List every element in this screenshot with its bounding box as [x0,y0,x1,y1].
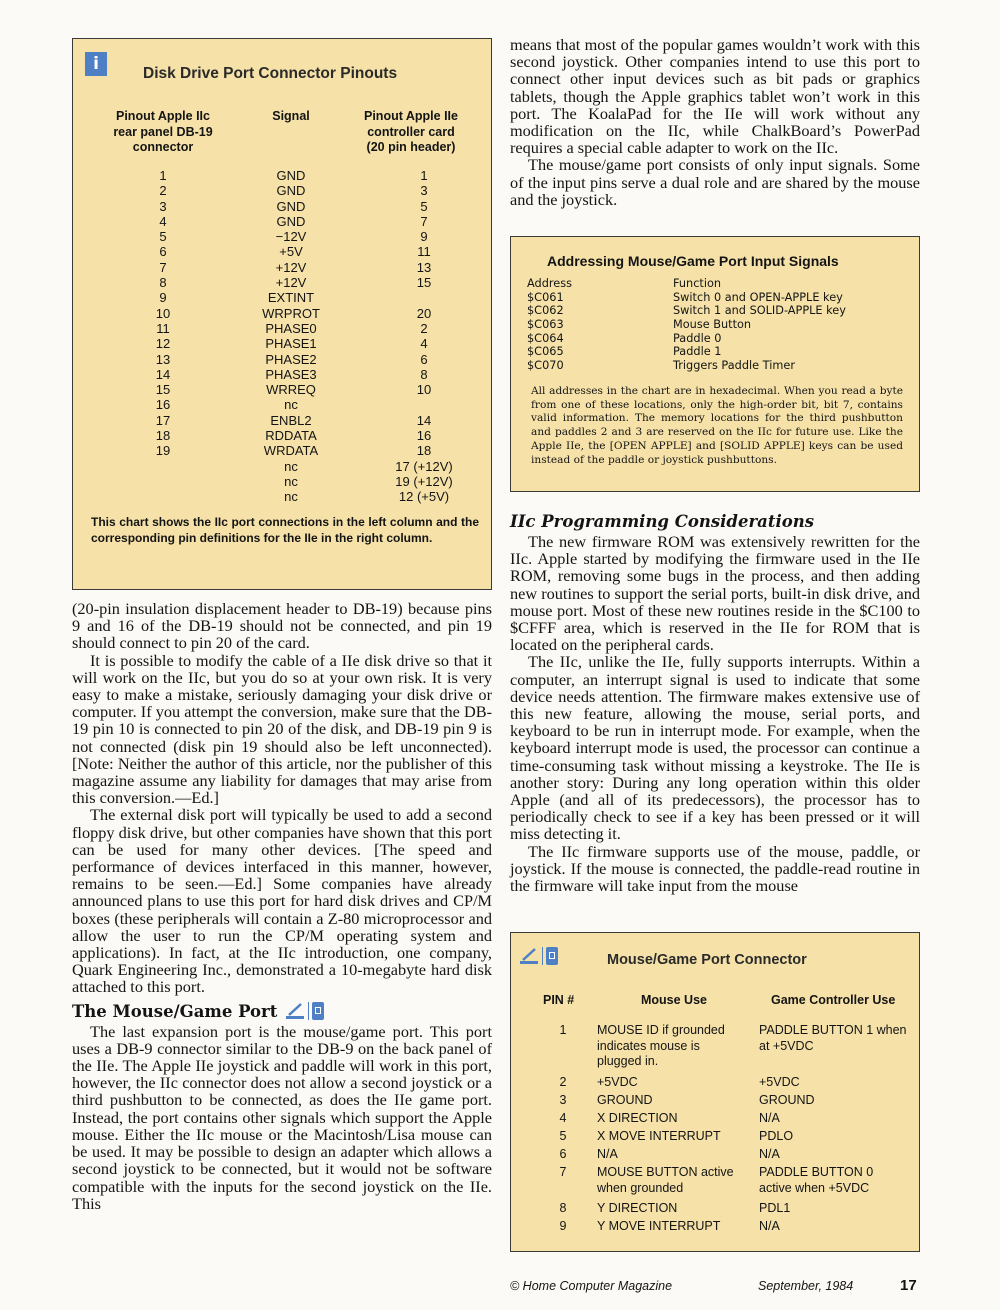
connector-game-use: PADDLE BUTTON 1 when at +5VDC [759,1023,907,1053]
connector-pin: 7 [559,1165,567,1179]
connector-mouse-use: GROUND [597,1093,653,1107]
pinout-signal: PHASE3 [265,366,317,382]
header-signal: Signal [272,109,310,123]
connector-game-use: GROUND [759,1093,815,1107]
pinout-row [73,244,491,259]
pinout-iic-pin: 3 [159,198,167,214]
addressing-table [527,277,907,373]
pinout-signal: EXTINT [267,290,315,306]
addressing-row [527,304,907,318]
pinout-iic-pin: 4 [159,213,167,229]
pinout-signal: PHASE2 [265,351,317,367]
connector-game-use: PDLO [759,1129,794,1143]
header-pin: PIN # [543,993,575,1007]
pinout-iie-pin: 12 (+5V) [398,489,450,505]
pinout-row [73,336,491,351]
connector-mouse-use: X MOVE INTERRUPT [597,1129,721,1143]
pinout-row [73,443,491,458]
address-function: Switch 0 and OPEN-APPLE key [673,290,843,304]
connector-mouse-use: MOUSE ID if grounded indicates mouse is plugged in. [597,1023,725,1068]
pinout-iic-pin: 14 [155,366,171,382]
pinout-row [73,489,491,504]
header-iie-line2: controller card [367,124,455,139]
pinout-iic-pin: 2 [159,183,167,199]
address-value: $C062 [527,304,564,318]
connector-game-use: N/A [759,1219,780,1233]
pinout-iic-pin: 11 [156,320,170,336]
info-icon: i [85,52,107,76]
mouse-connector-title: Mouse/Game Port Connector [607,952,807,968]
footer-publisher: © Home Computer Magazine [510,1279,673,1293]
pinout-iie-pin: 10 [416,382,432,398]
connector-game-use: N/A [759,1111,780,1125]
connector-game-use: +5VDC [759,1075,800,1089]
separator-icon [542,947,543,965]
mouse-connector-box [510,932,920,1252]
disk-pinouts-note: This chart shows the IIc port connections in the left column and the corresponding pin definitions for the IIe in the right column. [91,515,479,545]
pinout-iie-pin: 4 [420,336,428,352]
connector-game-use: PADDLE BUTTON 0 active when +5VDC [759,1165,874,1195]
programming-heading: IIc Programming Considerations [510,512,815,531]
pinout-iic-pin: 16 [155,397,171,413]
pinout-iie-pin: 15 [416,275,432,291]
pinout-row [73,290,491,305]
pinout-signal: RDDATA [265,428,317,444]
connector-pin: 4 [559,1111,567,1125]
right-paragraph-3: The new firmware ROM was extensively rewritten for the IIc. Apple started by modifying the firmware used in the IIe ROM, removing some bugs in the process, and then adding new routines to support the serial ports, built-in disk drive, and mouse port. Most of these new routines reside in the $C100 to $CFFF area, which is reserved in the IIe for ROM that is located on the peripheral cards. [510,532,920,655]
pinout-iie-pin: 7 [420,213,428,229]
pinout-signal: WRDATA [263,443,319,459]
stylus-icon [519,947,539,965]
header-iic-line1: Pinout Apple IIc [116,109,210,123]
connector-pin: 8 [559,1201,567,1215]
pinout-iic-pin: 10 [155,305,171,321]
address-function: Paddle 1 [673,345,722,359]
address-function: Paddle 0 [673,331,722,345]
addressing-header-row [527,277,907,291]
pinout-row [73,306,491,321]
separator-icon [308,1002,309,1020]
mouse-game-port-heading-text: The Mouse/Game Port [72,1001,278,1021]
addressing-header-function: Function [673,277,722,290]
pinout-signal: +12V [275,275,307,291]
header-iic-line3: connector [132,140,194,154]
left-column [72,600,492,1212]
pinout-iic-pin: 18 [155,428,171,444]
pinout-signal: WRPROT [262,305,320,321]
pinout-signal: +12V [275,259,307,275]
connector-pin: 3 [559,1093,567,1107]
right-paragraph-4: The IIc, unlike the IIe, fully supports interrupts. Within a computer, an interrupt signal is used to indicate that some device needs attention. The firmware makes extensive use of this new feature, allowing the mouse, serial ports, and keyboard to be run in interrupt mode. For example, when the keyboard interrupt mode is used, the processor can continue a time-consuming task without missing a keystroke. The IIe is another story: During any long operation within this older Apple (and all of its predecessors), the processor has to periodically check to see if a key has been pressed or it will miss detecting it. [510,652,920,844]
addressing-note: All addresses in the chart are in hexadecimal. When you read a byte from one of these locations, only the high-order bit, bit 7, contains valid information. The memory locations for the third pushbutton and paddles 2 and 3 are reserved on the IIc for future use. Like the Apple IIe, the [OPEN APPLE] and [SOLID APPLE] keys can be used instead of the paddle or joystick pushbuttons. [531,385,903,466]
connector-pin: 6 [559,1147,567,1161]
addressing-row [527,332,907,346]
pinout-signal: WRREQ [266,382,316,398]
mouse-game-heading-icons [285,1002,324,1020]
pinout-row [73,367,491,382]
pinout-iic-pin: 1 [159,168,167,183]
address-function: Switch 1 and SOLID-APPLE key [673,304,846,318]
pinout-iie-pin: 11 [417,244,431,260]
connector-mouse-use: Y DIRECTION [597,1201,678,1215]
right-paragraph-2: The mouse/game port consists of only input signals. Some of the input pins serve a dual role and are shared by the mouse and the joystick. [510,155,920,209]
connector-mouse-use: X DIRECTION [597,1111,678,1125]
addressing-row [527,318,907,332]
pinout-signal: nc [284,397,298,413]
address-function: Triggers Paddle Timer [673,359,795,373]
header-iic-line2: rear panel DB-19 [113,124,213,139]
pinout-row [73,214,491,229]
pinout-iie-pin: 8 [420,366,428,382]
pinout-row [73,321,491,336]
pinout-iie-pin: 13 [416,259,432,275]
address-value: $C065 [527,345,564,359]
addressing-header-address: Address [527,277,572,290]
pinout-signal: ENBL2 [270,412,312,428]
pinout-signal: GND [276,198,306,214]
disk-pinouts-table [73,168,491,505]
pinout-iic-pin: 12 [155,336,171,352]
pinout-signal: GND [276,168,306,183]
pinout-iie-pin: 18 [416,443,432,459]
connector-pin: 2 [559,1075,567,1089]
pinout-row [73,199,491,214]
right-column-bottom [510,506,920,894]
addressing-row [527,359,907,373]
left-paragraph-1: (20-pin insulation displacement header to DB-19) because pins 9 and 16 of the DB-19 should not be connected, and pin 19 should connect to pin 20 of the card. [72,599,492,653]
pinout-iie-pin: 1 [420,168,428,183]
pinout-iie-pin: 17 (+12V) [395,458,453,474]
connector-game-use: PDL1 [759,1201,791,1215]
address-value: $C070 [527,359,564,373]
header-mouse-use: Mouse Use [641,993,707,1007]
addressing-row [527,291,907,305]
addressing-row [527,345,907,359]
pinout-row [73,168,491,183]
pinout-iie-pin: 3 [420,183,428,199]
stylus-icon [285,1002,305,1020]
connector-pin: 1 [559,1023,567,1037]
address-value: $C061 [527,290,564,304]
pinout-iic-pin: 5 [159,229,167,245]
pinout-signal: PHASE1 [265,336,317,352]
pinout-signal: GND [276,183,306,199]
pinout-row [73,229,491,244]
address-function: Mouse Button [673,318,752,332]
header-iie [345,109,477,156]
pinout-row [73,428,491,443]
pinout-row [73,183,491,198]
pinout-signal: −12V [275,229,307,245]
address-value: $C064 [527,331,564,345]
pinout-iic-pin: 17 [155,412,171,428]
pinout-signal: PHASE0 [265,320,317,336]
mouse-game-port-heading [72,1002,492,1021]
game-paddle-icon [546,947,558,965]
pinout-row [73,474,491,489]
connector-mouse-use: MOUSE BUTTON active when grounded [597,1165,734,1195]
left-paragraph-4: The last expansion port is the mouse/game port. This port uses a DB-9 connector similar to the DB-9 on the back panel of the IIe. The Apple IIe joystick and paddle will work in this port, however, the IIc connector does not allow a second joystick or a third pushbutton to be connected, as does the IIe game port. Instead, the port contains other signals which support the Apple mouse. Either the IIc mouse or the Macintosh/Lisa mouse can be used. It may be possible to design an adapter which allows a second joystick to be connected, but it would not be software compatible with the inputs for the second joystick on the IIe. This [72,1021,492,1213]
header-iie-line3: (20 pin header) [366,140,456,154]
footer-date: September, 1984 [758,1279,854,1293]
right-paragraph-1: means that most of the popular games wouldn’t work with this second joystick. Other companies intend to use this port to connect other input devices such as bit pads or graphics tablets, though the Apple graphics tablet won’t work in this port. The KoalaPad for the IIe will work without any modification on the IIc, while ChalkBoard’s PowerPad requires a special cable adapter to work on the IIc. [510,35,920,158]
disk-pinouts-title: Disk Drive Port Connector Pinouts [143,65,398,82]
pinout-iie-pin: 20 [416,305,432,321]
pinout-iie-pin: 19 (+12V) [395,473,453,489]
pinout-iic-pin: 9 [159,290,167,306]
connector-pin: 9 [559,1219,567,1233]
addressing-title: Addressing Mouse/Game Port Input Signals [547,253,839,269]
disk-pinouts-box [72,38,492,590]
connector-mouse-use: Y MOVE INTERRUPT [597,1219,721,1233]
connector-mouse-use: N/A [597,1147,618,1161]
pinout-iie-pin: 16 [416,428,432,444]
pinout-signal: GND [276,213,306,229]
pinout-iic-pin: 19 [155,443,171,459]
pinout-signal: nc [284,458,298,474]
connector-game-use: N/A [759,1147,780,1161]
right-paragraph-5: The IIc firmware supports use of the mouse, paddle, or joystick. If the mouse is connected, the paddle-read routine in the firmware will take input from the mouse [510,841,920,896]
left-paragraph-2: It is possible to modify the cable of a IIe disk drive so that it will work on the IIc, but you do so at your own risk. It is very easy to make a mistake, seriously damaging your disk drive or computer. If you attempt the conversion, make sure that the DB-19 pin 10 is connected to pin 20 of the disk, and DB-19 pin 9 is not connected (disk pin 19 should also be left unconnected). [Note: Neither the author of this article, nor the publisher of this magazine assume any liability for damages that may arise from this conversion.—Ed.] [72,650,492,808]
page-number: 17 [900,1277,917,1294]
pinout-iie-pin: 2 [420,320,428,336]
addressing-box [510,236,920,492]
pinout-iie-pin: 6 [420,351,428,367]
pinout-row [73,397,491,412]
pinout-iie-pin: 5 [420,198,428,214]
header-game-use: Game Controller Use [771,993,896,1007]
pinout-row [73,260,491,275]
pinout-signal: nc [284,473,298,489]
header-iie-line1: Pinout Apple IIe [364,109,458,123]
pinout-iie-pin: 14 [416,412,432,428]
pinout-row [73,352,491,367]
left-paragraph-3: The external disk port will typically be used to add a second floppy disk drive, but other companies have shown that this port can be used for many other devices. [The speed and performance of devices interfaced in this manner, however, remains to be seen.—Ed.] Some companies have already announced plans to use this port for hard disk drives and CP/M boxes (these peripherals will contain a Z-80 microprocessor and allow the user to run the CP/M operating system and applications). In fact, at the IIc introduction, one company, Quark Engineering Inc., demonstrated a 10-megabyte hard disk attached to this port. [72,805,492,997]
mouse-box-icons [519,947,558,965]
right-column-top [510,36,920,208]
pinout-row [73,459,491,474]
pinout-iic-pin: 15 [155,382,171,398]
pinout-iic-pin: 6 [159,244,167,260]
header-iic [93,109,233,156]
pinout-signal: nc [284,489,298,505]
game-paddle-icon [312,1002,324,1020]
connector-mouse-use: +5VDC [597,1075,638,1089]
pinout-row [73,275,491,290]
pinout-iic-pin: 7 [159,259,167,275]
connector-pin: 5 [559,1129,567,1143]
pinout-iic-pin: 13 [155,351,171,367]
pinout-iic-pin: 8 [159,275,167,291]
address-value: $C063 [527,318,564,332]
pinout-row [73,382,491,397]
pinout-iie-pin: 9 [420,229,428,245]
pinout-signal: +5V [279,244,303,260]
pinout-row [73,413,491,428]
